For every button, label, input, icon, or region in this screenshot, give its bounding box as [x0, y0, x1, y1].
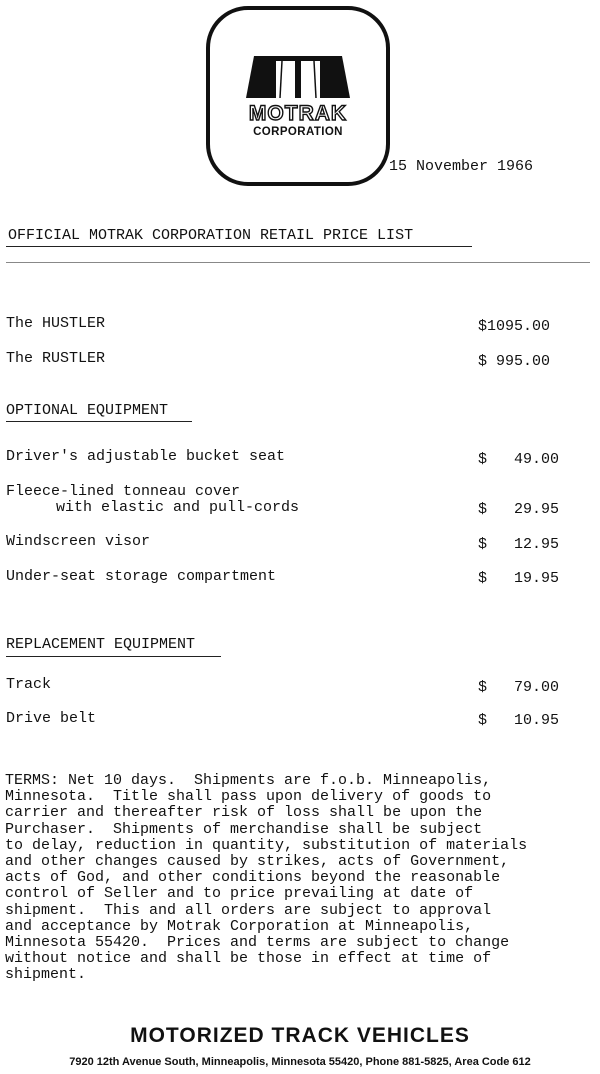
model-name-hustler: The HUSTLER — [6, 315, 106, 332]
replacement-heading: REPLACEMENT EQUIPMENT — [6, 636, 196, 653]
price-bucket-seat: $ 49.00 — [478, 451, 560, 468]
model-price-rustler: $ 995.00 — [478, 353, 551, 370]
divider — [6, 262, 590, 263]
track-emblem-icon — [246, 54, 350, 100]
footer-title: MOTORIZED TRACK VEHICLES — [130, 1024, 470, 1047]
logo-wordmark: MOTRAK — [248, 102, 348, 125]
price-tonneau-cover: $ 29.95 — [478, 501, 560, 518]
price-storage-compartment: $ 19.95 — [478, 570, 560, 587]
replacement-underline — [6, 656, 221, 657]
price-track: $ 79.00 — [478, 679, 560, 696]
optional-heading: OPTIONAL EQUIPMENT — [6, 402, 169, 419]
optional-underline — [6, 421, 192, 422]
item-track: Track — [6, 676, 52, 693]
title-underline — [6, 246, 472, 247]
item-tonneau-cover-detail: with elastic and pull-cords — [56, 499, 300, 516]
item-drive-belt: Drive belt — [6, 710, 97, 727]
item-windscreen-visor: Windscreen visor — [6, 533, 151, 550]
terms-paragraph: TERMS: Net 10 days. Shipments are f.o.b. Minneapolis, Minnesota. Title shall pass upon delivery of goods to carrier and thereafter risk of loss shall be upon the Purchaser. Shipments of merchandise shall be subject to delay, reduction in quantity, substitution of materials and other changes caused by strikes, acts of Government, acts of God, and other conditions beyond the reasonable control of Seller and to price prevailing at date of shipment. This and all orders are subject to approval and acceptance by Motrak Corporation at Minneapolis, Minnesota 55420. Prices and terms are subject to change without notice and shall be those in effect at time of shipment. — [5, 772, 528, 984]
page-title: OFFICIAL MOTRAK CORPORATION RETAIL PRICE LIST — [8, 227, 414, 244]
item-tonneau-cover: Fleece-lined tonneau cover — [6, 483, 241, 500]
price-drive-belt: $ 10.95 — [478, 712, 560, 729]
footer-address: 7920 12th Avenue South, Minneapolis, Minnesota 55420, Phone 881-5825, Area Code 612 — [69, 1056, 531, 1068]
logo-subtitle: CORPORATION — [253, 126, 343, 138]
company-logo — [206, 6, 390, 186]
item-storage-compartment: Under-seat storage compartment — [6, 568, 277, 585]
item-bucket-seat: Driver's adjustable bucket seat — [6, 448, 286, 465]
model-price-hustler: $1095.00 — [478, 318, 551, 335]
model-name-rustler: The RUSTLER — [6, 350, 106, 367]
price-windscreen-visor: $ 12.95 — [478, 536, 560, 553]
document-date: 15 November 1966 — [389, 158, 534, 175]
